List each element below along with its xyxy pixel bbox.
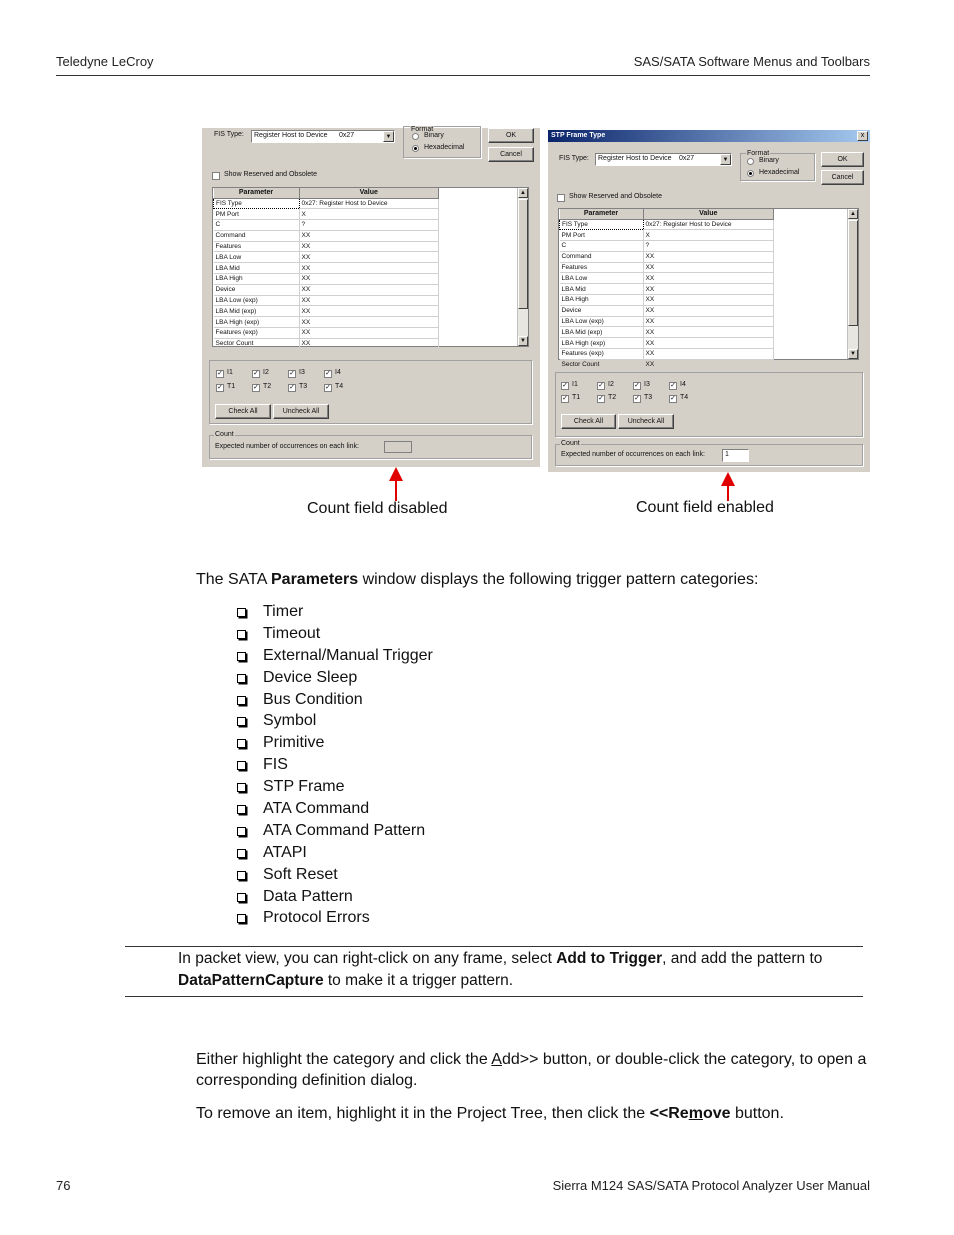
- fis-type-label: FIS Type:: [214, 131, 244, 138]
- format-binary-label: Binary: [759, 157, 779, 164]
- parameter-cell[interactable]: LBA Low (exp): [560, 316, 644, 327]
- remove-bold-b: ove: [702, 1105, 731, 1122]
- value-cell[interactable]: XX: [299, 252, 438, 263]
- chevron-down-icon[interactable]: ▼: [720, 154, 731, 165]
- caption-disabled: Count field disabled: [307, 500, 448, 517]
- list-item-label: ATAPI: [263, 843, 307, 861]
- scroll-thumb[interactable]: [848, 220, 858, 326]
- scroll-down-icon[interactable]: ▼: [518, 336, 528, 346]
- checkbox-bullet-icon: [237, 914, 246, 923]
- close-icon[interactable]: x: [857, 131, 868, 141]
- parameter-cell[interactable]: LBA High: [214, 274, 300, 285]
- parameter-cell[interactable]: C: [560, 241, 644, 252]
- show-reserved-label: Show Reserved and Obsolete: [569, 193, 662, 200]
- list-item: [236, 886, 433, 908]
- link-label: T1: [227, 383, 236, 390]
- count-input[interactable]: [722, 449, 749, 462]
- value-cell[interactable]: XX: [643, 251, 773, 262]
- cancel-button[interactable]: Cancel: [821, 170, 864, 185]
- checkbox-bullet-icon: [237, 761, 246, 770]
- header-rule: [56, 75, 870, 76]
- right-dialog-screenshot: [548, 130, 870, 472]
- column-value[interactable]: Value: [643, 209, 773, 219]
- format-binary-radio[interactable]: [747, 158, 754, 165]
- note-box: [178, 948, 868, 992]
- table-row[interactable]: [214, 252, 439, 263]
- list-item: [236, 601, 433, 623]
- parameter-cell[interactable]: LBA Low: [560, 273, 644, 284]
- value-cell[interactable]: XX: [299, 338, 438, 349]
- value-cell[interactable]: X: [299, 209, 438, 220]
- fis-type-combo[interactable]: [595, 153, 732, 166]
- list-item-label: Primitive: [263, 734, 325, 752]
- link-checkbox[interactable]: ✓: [670, 395, 676, 402]
- link-label: I3: [644, 381, 650, 388]
- fis-type-combo[interactable]: [251, 130, 395, 143]
- parameter-cell[interactable]: C: [214, 220, 300, 231]
- parameter-cell[interactable]: LBA High (exp): [214, 317, 300, 328]
- format-hex-label: Hexadecimal: [424, 144, 465, 151]
- parameter-cell[interactable]: Features (exp): [560, 349, 644, 360]
- link-label: I3: [299, 369, 305, 376]
- table-row[interactable]: [214, 198, 439, 209]
- intro-bold: Parameters: [271, 571, 359, 588]
- count-group-label: Count: [561, 440, 580, 447]
- arrow-shaft: [395, 479, 397, 501]
- parameter-cell[interactable]: Command: [560, 251, 644, 262]
- scroll-up-icon[interactable]: ▲: [848, 209, 858, 219]
- count-text: Expected number of occurrences on each link:: [561, 451, 705, 458]
- checkbox-bullet-icon: [237, 652, 246, 661]
- table-row[interactable]: [214, 263, 439, 274]
- note-part3: to make it a trigger pattern.: [323, 972, 514, 989]
- link-label: T4: [335, 383, 344, 390]
- scroll-down-icon[interactable]: ▼: [848, 349, 858, 359]
- show-reserved-checkbox[interactable]: [212, 172, 220, 180]
- parameter-cell[interactable]: LBA Mid (exp): [214, 306, 300, 317]
- table-row[interactable]: [560, 295, 774, 306]
- table-row[interactable]: [560, 349, 774, 360]
- scroll-up-icon[interactable]: ▲: [518, 188, 528, 198]
- table-row[interactable]: [560, 338, 774, 349]
- value-cell[interactable]: XX: [643, 284, 773, 295]
- table-scrollbar[interactable]: [517, 188, 528, 346]
- list-item-label: Timeout: [263, 624, 321, 642]
- checkbox-bullet-icon: [237, 739, 246, 748]
- value-cell[interactable]: XX: [299, 230, 438, 241]
- parameter-cell[interactable]: LBA Mid: [214, 263, 300, 274]
- table-row[interactable]: [560, 284, 774, 295]
- table-row[interactable]: [560, 316, 774, 327]
- parameter-table[interactable]: [558, 208, 859, 369]
- column-parameter[interactable]: Parameter: [214, 188, 300, 198]
- add-part1: Either highlight the category and click the: [196, 1051, 492, 1068]
- table-row[interactable]: [214, 284, 439, 295]
- count-input-disabled: [384, 441, 412, 453]
- parameter-cell[interactable]: LBA Mid: [560, 284, 644, 295]
- parameter-cell[interactable]: FIS Type: [214, 198, 300, 209]
- list-item: [236, 776, 433, 798]
- value-cell[interactable]: 0x27: Register Host to Device: [643, 219, 773, 230]
- add-underlined: A: [491, 1051, 502, 1068]
- left-dialog-screenshot: [202, 128, 540, 467]
- table-row[interactable]: [560, 327, 774, 338]
- checkbox-bullet-icon: [237, 871, 246, 880]
- uncheck-all-button[interactable]: Uncheck All: [273, 404, 329, 419]
- checkbox-bullet-icon: [237, 630, 246, 639]
- fis-type-value: Register Host to Device: [598, 155, 672, 162]
- link-label: T3: [644, 394, 653, 401]
- note-bold2: DataPatternCapture: [178, 972, 324, 989]
- value-cell[interactable]: XX: [643, 338, 773, 349]
- list-item-label: Protocol Errors: [263, 909, 370, 927]
- format-hex-radio[interactable]: [412, 145, 419, 152]
- list-item-label: Device Sleep: [263, 668, 358, 686]
- parameter-cell[interactable]: Command: [214, 230, 300, 241]
- parameter-cell[interactable]: PM Port: [214, 209, 300, 220]
- checkbox-bullet-icon: [237, 827, 246, 836]
- link-checkbox[interactable]: ✓: [325, 370, 331, 377]
- parameter-cell[interactable]: LBA Low (exp): [214, 295, 300, 306]
- parameter-cell[interactable]: LBA Low: [214, 252, 300, 263]
- value-cell[interactable]: XX: [643, 316, 773, 327]
- list-item: [236, 842, 433, 864]
- parameter-grid: [213, 188, 439, 350]
- table-row[interactable]: [214, 241, 439, 252]
- note-rule-bottom: [125, 996, 863, 997]
- list-item-label: Data Pattern: [263, 887, 353, 905]
- table-row[interactable]: [214, 306, 439, 317]
- link-checkbox[interactable]: ✓: [253, 384, 259, 391]
- list-item: [236, 907, 433, 929]
- fis-code: 0x27: [339, 132, 355, 139]
- header-left: Teledyne LeCroy: [56, 54, 154, 69]
- table-row[interactable]: [214, 295, 439, 306]
- column-parameter[interactable]: Parameter: [560, 209, 644, 219]
- show-reserved-checkbox[interactable]: [557, 194, 565, 202]
- add-part2: dd>> button, or double-click the category, to open a corresponding definition dialog.: [196, 1051, 867, 1089]
- list-item-label: Symbol: [263, 712, 317, 730]
- note-part2: , and add the pattern to: [662, 950, 823, 967]
- table-row[interactable]: [560, 241, 774, 252]
- table-row[interactable]: [214, 338, 439, 349]
- table-row[interactable]: [560, 219, 774, 230]
- uncheck-all-button[interactable]: Uncheck All: [618, 414, 674, 429]
- count-text: Expected number of occurrences on each link:: [215, 443, 359, 450]
- format-label: Format: [411, 126, 434, 133]
- link-checkbox[interactable]: ✓: [253, 370, 259, 377]
- parameter-cell[interactable]: Features: [560, 262, 644, 273]
- link-checkbox[interactable]: ✓: [217, 370, 223, 377]
- list-item-label: External/Manual Trigger: [263, 646, 433, 664]
- value-cell[interactable]: XX: [299, 241, 438, 252]
- remove-bold-u: m: [688, 1105, 703, 1122]
- remove-part2: button.: [730, 1105, 784, 1122]
- value-cell[interactable]: XX: [299, 284, 438, 295]
- list-item: [236, 864, 433, 886]
- checkbox-bullet-icon: [237, 849, 246, 858]
- format-binary-label: Binary: [424, 132, 444, 139]
- link-label: I4: [335, 369, 341, 376]
- link-checkbox[interactable]: ✓: [634, 395, 640, 402]
- table-row[interactable]: [560, 230, 774, 241]
- value-cell[interactable]: XX: [299, 274, 438, 285]
- parameter-cell[interactable]: Features (exp): [214, 328, 300, 339]
- value-cell[interactable]: XX: [643, 273, 773, 284]
- checkbox-bullet-icon: [237, 608, 246, 617]
- table-row[interactable]: [214, 274, 439, 285]
- parameter-cell[interactable]: LBA High: [560, 295, 644, 306]
- count-group-label: Count: [215, 431, 234, 438]
- table-row[interactable]: [214, 317, 439, 328]
- scroll-thumb[interactable]: [518, 199, 528, 309]
- note-part1: In packet view, you can right-click on any frame, select: [178, 950, 557, 967]
- dialog-titlebar[interactable]: [548, 130, 870, 142]
- parameter-table[interactable]: [212, 187, 529, 347]
- link-checkbox[interactable]: ✓: [289, 370, 295, 377]
- checkbox-bullet-icon: [237, 717, 246, 726]
- value-cell[interactable]: ?: [299, 220, 438, 231]
- intro-after: window displays the following trigger pattern categories:: [358, 571, 759, 588]
- checkbox-bullet-icon: [237, 783, 246, 792]
- link-checkbox[interactable]: ✓: [634, 382, 640, 389]
- list-item: [236, 645, 433, 667]
- footer-title: Sierra M124 SAS/SATA Protocol Analyzer User Manual: [552, 1178, 870, 1193]
- parameter-cell[interactable]: FIS Type: [560, 219, 644, 230]
- remove-paragraph: [196, 1103, 876, 1124]
- format-group: [740, 150, 815, 181]
- value-cell[interactable]: XX: [643, 262, 773, 273]
- table-row[interactable]: [560, 273, 774, 284]
- add-paragraph: [196, 1049, 876, 1091]
- link-label: T1: [572, 394, 581, 401]
- link-label: I4: [680, 381, 686, 388]
- link-label: T3: [299, 383, 308, 390]
- intro-before: The SATA: [196, 571, 271, 588]
- parameter-cell[interactable]: LBA Mid (exp): [560, 327, 644, 338]
- show-reserved-label: Show Reserved and Obsolete: [224, 171, 317, 178]
- checkbox-bullet-icon: [237, 696, 246, 705]
- footer-page-number: 76: [56, 1178, 71, 1193]
- format-hex-radio[interactable]: [747, 170, 754, 177]
- checkbox-bullet-icon: [237, 805, 246, 814]
- link-checkbox[interactable]: ✓: [598, 382, 604, 389]
- value-cell[interactable]: XX: [299, 317, 438, 328]
- list-item-label: FIS: [263, 756, 288, 774]
- table-row[interactable]: [214, 328, 439, 339]
- parameter-cell[interactable]: Features: [214, 241, 300, 252]
- cancel-button[interactable]: Cancel: [488, 147, 534, 162]
- list-item: [236, 798, 433, 820]
- value-cell[interactable]: ?: [643, 241, 773, 252]
- link-label: I2: [608, 381, 614, 388]
- note-bold1: Add to Trigger: [556, 950, 663, 967]
- checkbox-bullet-icon: [237, 674, 246, 683]
- link-checkbox[interactable]: ✓: [670, 382, 676, 389]
- list-item-label: Timer: [263, 603, 304, 620]
- caption-enabled: Count field enabled: [636, 499, 774, 516]
- parameter-cell[interactable]: LBA High (exp): [560, 338, 644, 349]
- fis-type-label: FIS Type:: [559, 155, 589, 162]
- parameter-cell[interactable]: Device: [560, 305, 644, 316]
- link-checkbox[interactable]: ✓: [598, 395, 604, 402]
- link-label: I2: [263, 369, 269, 376]
- list-item-label: ATA Command: [263, 800, 370, 818]
- value-cell[interactable]: XX: [643, 359, 773, 370]
- table-row[interactable]: [214, 230, 439, 241]
- value-cell[interactable]: XX: [643, 349, 773, 360]
- value-cell[interactable]: XX: [643, 295, 773, 306]
- link-checkbox[interactable]: ✓: [325, 384, 331, 391]
- dialog-title: STP Frame Type: [551, 132, 606, 139]
- check-all-button[interactable]: Check All: [561, 414, 616, 429]
- intro-paragraph: [196, 569, 758, 590]
- fis-code: 0x27: [679, 155, 695, 162]
- link-checkbox[interactable]: ✓: [562, 382, 568, 389]
- category-list: [236, 601, 433, 929]
- chevron-down-icon[interactable]: ▼: [383, 131, 394, 142]
- list-item: [236, 820, 433, 842]
- list-item-label: ATA Command Pattern: [263, 821, 426, 839]
- list-item: [236, 689, 433, 711]
- value-cell[interactable]: XX: [299, 263, 438, 274]
- parameter-cell[interactable]: Device: [214, 284, 300, 295]
- link-label: T4: [680, 394, 689, 401]
- ok-button[interactable]: OK: [821, 152, 864, 167]
- parameter-cell[interactable]: PM Port: [560, 230, 644, 241]
- check-all-button[interactable]: Check All: [215, 404, 271, 419]
- list-item-label: Soft Reset: [263, 865, 338, 883]
- column-value[interactable]: Value: [299, 188, 438, 198]
- list-item-label: STP Frame: [263, 778, 345, 796]
- table-row[interactable]: [560, 262, 774, 273]
- parameter-grid: [559, 209, 774, 371]
- remove-part1: To remove an item, highlight it in the Project Tree, then click the: [196, 1105, 650, 1122]
- table-row[interactable]: [560, 359, 774, 370]
- count-group: [555, 440, 863, 466]
- list-item-label: Bus Condition: [263, 690, 363, 708]
- value-cell[interactable]: XX: [299, 328, 438, 339]
- format-binary-radio[interactable]: [412, 133, 419, 140]
- parameter-cell[interactable]: Sector Count: [214, 338, 300, 349]
- note-rule-top: [125, 946, 863, 947]
- link-label: I1: [572, 381, 578, 388]
- table-row[interactable]: [214, 209, 439, 220]
- list-item: [236, 754, 433, 776]
- link-checkbox[interactable]: ✓: [217, 384, 223, 391]
- value-cell[interactable]: X: [643, 230, 773, 241]
- parameter-cell[interactable]: Sector Count: [560, 359, 644, 370]
- link-label: T2: [263, 383, 272, 390]
- value-cell[interactable]: XX: [643, 305, 773, 316]
- format-hex-label: Hexadecimal: [759, 169, 800, 176]
- table-scrollbar[interactable]: [847, 209, 858, 359]
- link-checkbox[interactable]: ✓: [289, 384, 295, 391]
- remove-bold-a: <<Re: [649, 1105, 689, 1122]
- table-row[interactable]: [214, 220, 439, 231]
- list-item: [236, 710, 433, 732]
- value-cell[interactable]: XX: [643, 327, 773, 338]
- link-label: I1: [227, 369, 233, 376]
- format-group: [403, 126, 481, 158]
- value-cell[interactable]: 0x27: Register Host to Device: [299, 198, 438, 209]
- header-right: SAS/SATA Software Menus and Toolbars: [633, 54, 870, 69]
- count-value: 1: [725, 451, 729, 458]
- table-row[interactable]: [560, 251, 774, 262]
- count-group: [209, 431, 532, 459]
- fis-type-value: Register Host to Device: [254, 132, 328, 139]
- link-label: T2: [608, 394, 617, 401]
- format-label: Format: [747, 150, 770, 157]
- list-item: [236, 732, 433, 754]
- ok-button[interactable]: OK: [488, 128, 534, 143]
- list-item: [236, 623, 433, 645]
- checkbox-bullet-icon: [237, 893, 246, 902]
- link-checkbox[interactable]: ✓: [562, 395, 568, 402]
- value-cell[interactable]: XX: [299, 306, 438, 317]
- table-row[interactable]: [560, 305, 774, 316]
- value-cell[interactable]: XX: [299, 295, 438, 306]
- list-item: [236, 667, 433, 689]
